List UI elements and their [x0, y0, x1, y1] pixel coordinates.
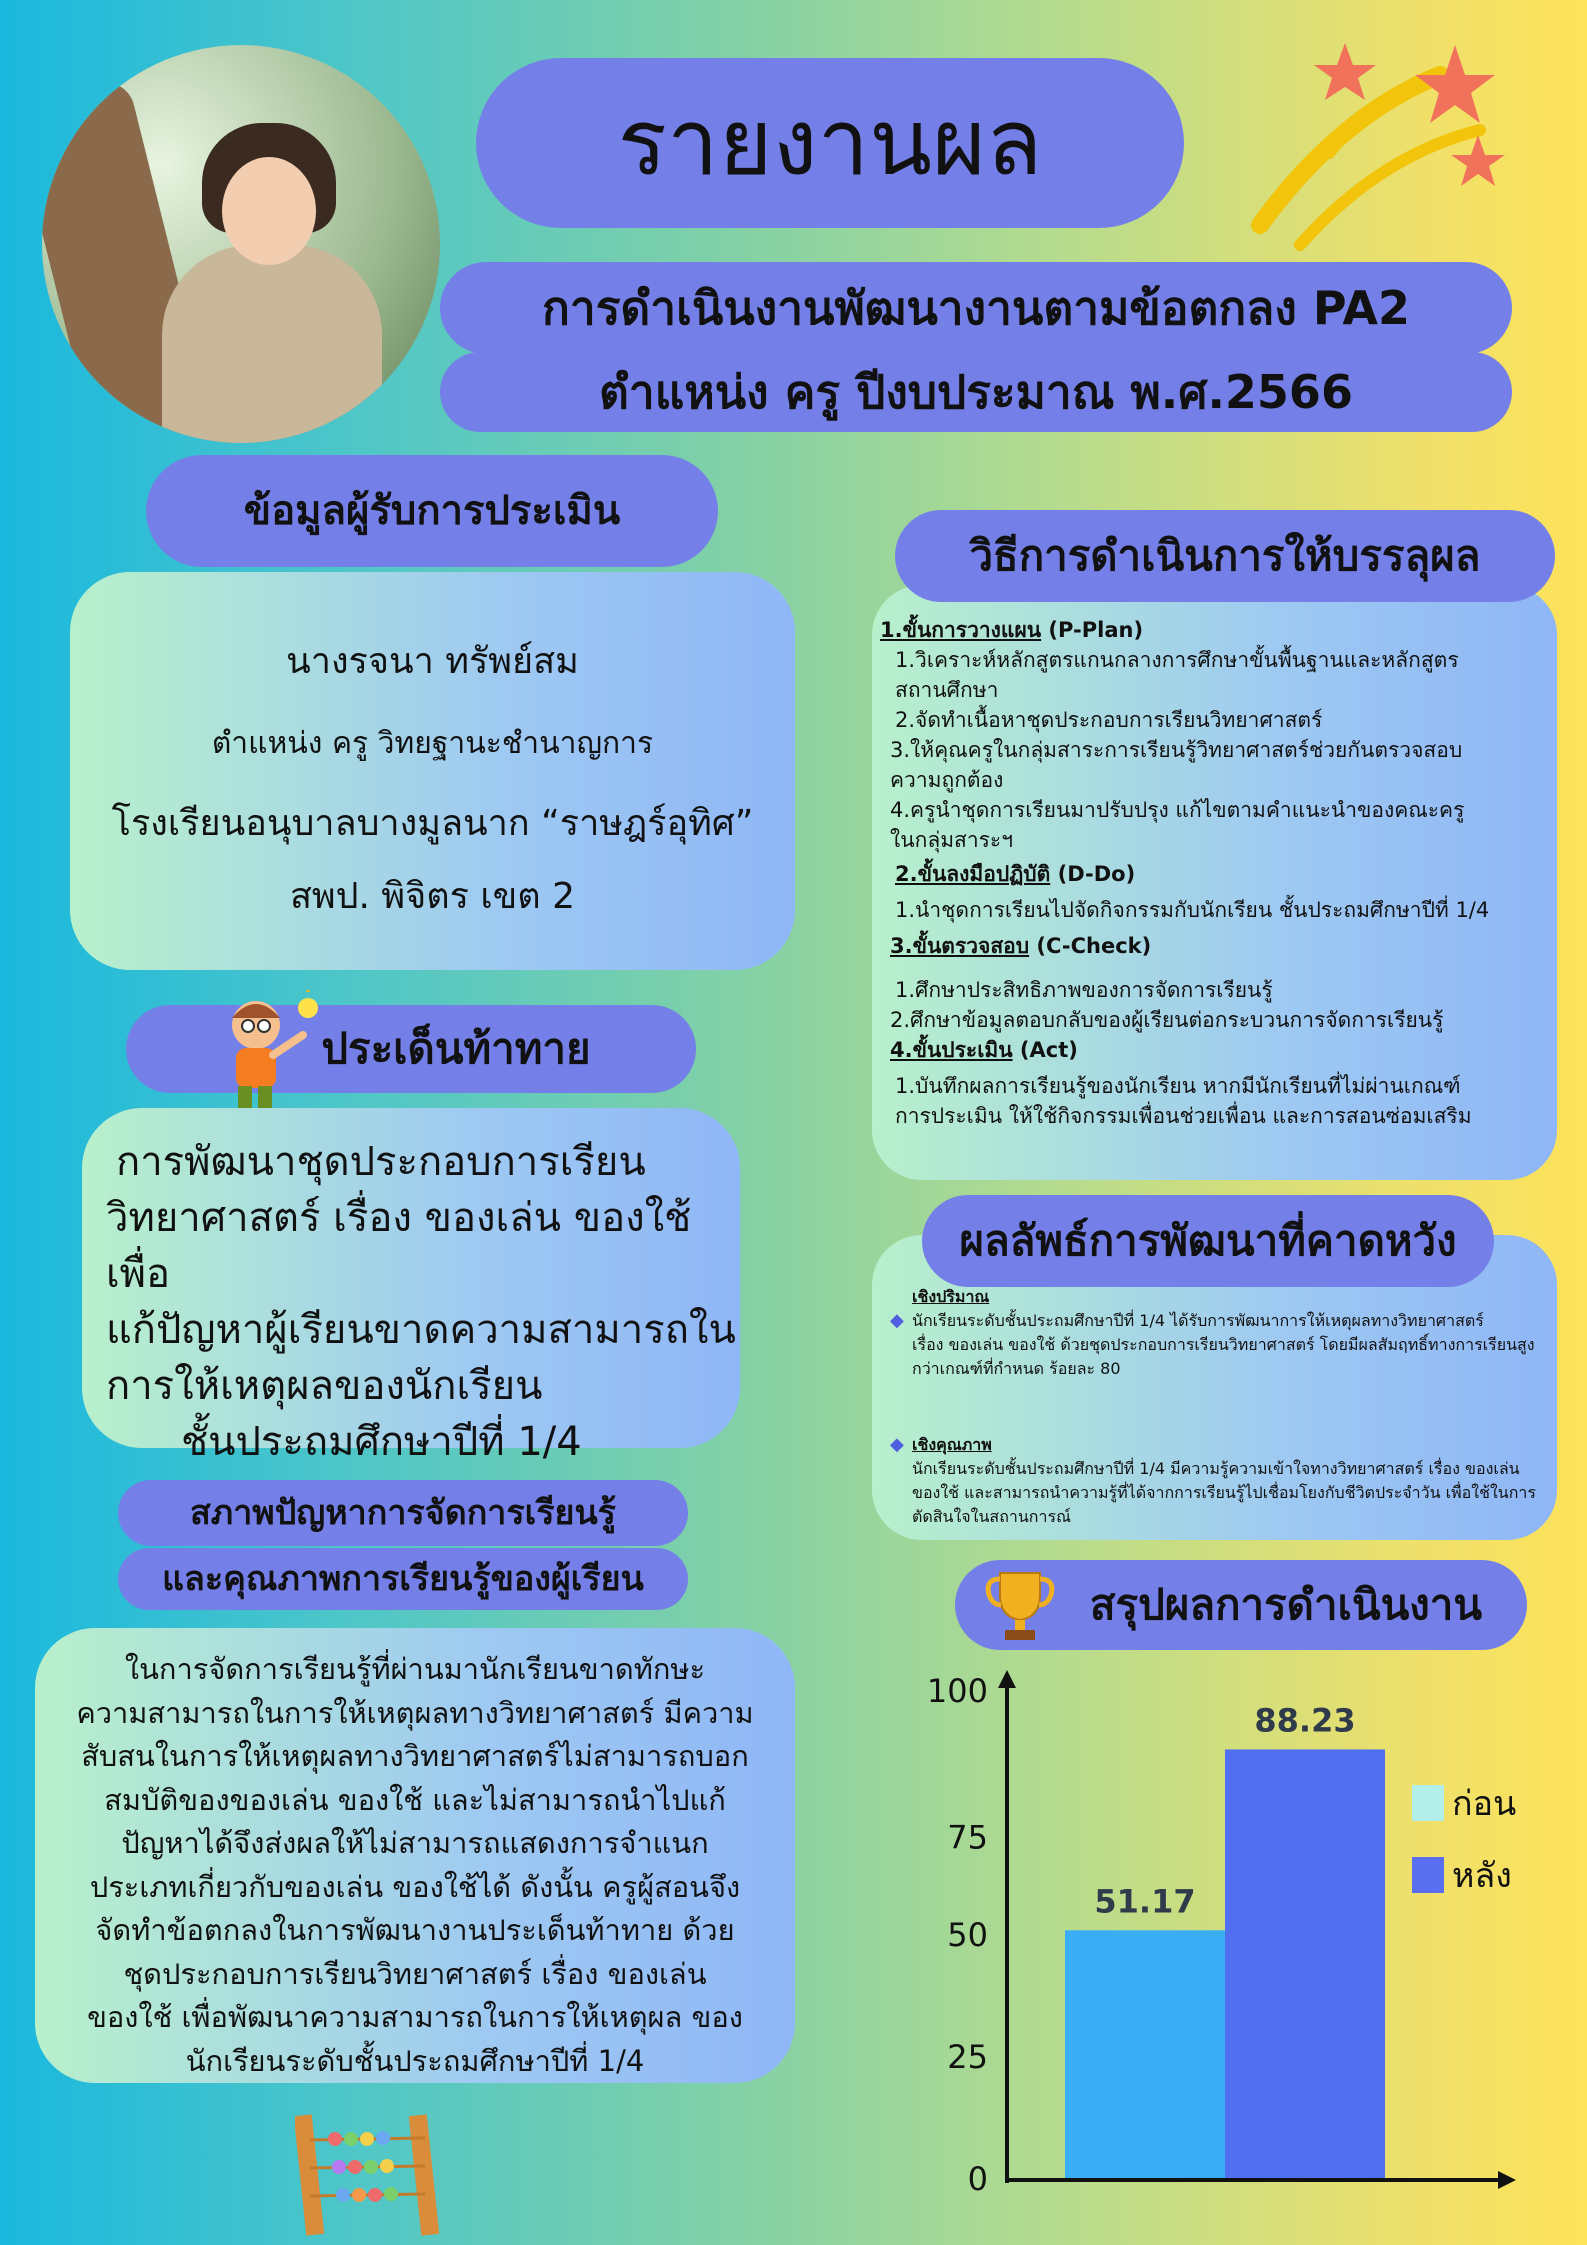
bar-before — [1065, 1930, 1225, 2178]
y-tick-label: 50 — [947, 1916, 988, 1954]
step-item: ในกลุ่มสาระฯ — [890, 828, 1013, 852]
evaluatee-heading: ข้อมูลผู้รับการประเมิน — [243, 488, 621, 534]
step2-title: 2.ขั้นลงมือปฏิบัติ — [895, 862, 1051, 886]
method-card — [872, 585, 1557, 1180]
problem-line: ในการจัดการเรียนรู้ที่ผ่านมานักเรียนขาดทักษะ — [124, 1652, 706, 1686]
step-item: 3.ให้คุณครูในกลุ่มสาระการเรียนรู้วิทยาศาสตร์ช่วยกันตรวจสอบ — [890, 738, 1463, 762]
challenge-line: ชั้นประถมศึกษาปีที่ 1/4 — [181, 1419, 582, 1465]
diamond-bullet-icon: ◆ — [890, 1434, 904, 1455]
diamond-bullet-icon: ◆ — [890, 1310, 904, 1331]
page-title: รายงานผล — [617, 89, 1043, 196]
y-tick-label: 75 — [947, 1818, 988, 1857]
problem-heading-line-1: สภาพปัญหาการจัดการเรียนรู้ — [190, 1493, 616, 1533]
evaluatee-heading-pill — [146, 455, 718, 567]
challenge-line: วิทยาศาสตร์ เรื่อง ของเล่น ของใช้เพื่อ — [106, 1195, 692, 1297]
subtitle-line-2: ตำแหน่ง ครู ปีงบประมาณ พ.ศ.2566 — [599, 365, 1353, 419]
evaluatee-name: นางรจนา ทรัพย์สม — [286, 641, 579, 682]
expected-heading: ผลลัพธ์การพัฒนาที่คาดหวัง — [959, 1216, 1457, 1265]
step1-title: 1.ขั้นการวางแผน — [880, 618, 1042, 642]
challenge-text — [106, 1134, 736, 1470]
problem-line: ความสามารถในการให้เหตุผลทางวิทยาศาสตร์ มีความ — [76, 1695, 754, 1730]
method-text — [880, 615, 1550, 1131]
quantity-line: เรื่อง ของเล่น ของใช้ ด้วยชุดประกอบการเรียนวิทยาศาสตร์ โดยมีผลสัมฤทธิ์ทางการเรียนสูง — [912, 1335, 1535, 1354]
problem-line: ประเภทเกี่ยวกับของเล่น ของใช้ได้ ดังนั้น ครูผู้สอนจึง — [89, 1869, 741, 1904]
legend-swatch — [1412, 1785, 1444, 1821]
problem-line: จัดทำข้อตกลงในการพัฒนางานประเด็นท้าทาย ด้วย — [95, 1913, 735, 1947]
problem-line: สับสนในการให้เหตุผลทางวิทยาศาสตร์ไม่สามารถบอก — [81, 1739, 749, 1773]
quality-line: นักเรียนระดับชั้นประถมศึกษาปีที่ 1/4 มีความรู้ความเข้าใจทางวิทยาศาสตร์ เรื่อง ของเล่น — [912, 1459, 1520, 1478]
step-item: 2.จัดทำเนื้อหาชุดประกอบการเรียนวิทยาศาสตร์ — [895, 708, 1323, 732]
bar-data-label: 88.23 — [1254, 1701, 1356, 1740]
subtitle-line-1: การดำเนินงานพัฒนางานตามข้อตกลง PA2 — [542, 281, 1410, 335]
y-tick-label: 0 — [967, 2160, 988, 2198]
challenge-line: แก้ปัญหาผู้เรียนขาดความสามารถใน — [106, 1307, 736, 1353]
y-tick-label: 100 — [926, 1672, 988, 1710]
problem-line: สมบัติของของเล่น ของใช้ และไม่สามารถนำไปแก้ — [104, 1782, 726, 1817]
subtitle-pill-2 — [440, 352, 1512, 432]
teacher-photo — [42, 45, 440, 443]
step3-title: 3.ขั้นตรวจสอบ — [890, 934, 1030, 958]
title-pill — [476, 58, 1184, 228]
results-bar-chart — [900, 1660, 1540, 2200]
step1-tag: (P-Plan) — [1041, 618, 1144, 642]
bar-after — [1225, 1749, 1385, 2178]
problem-line: ของใช้ เพื่อพัฒนาความสามารถในการให้เหตุผล ของ — [87, 2000, 743, 2034]
stars-decoration-icon — [1250, 35, 1520, 255]
cartoon-boy-icon — [218, 990, 328, 1120]
challenge-heading-pill — [126, 1005, 696, 1093]
problem-heading-pill-1 — [118, 1480, 688, 1546]
step4-title: 4.ขั้นประเมิน — [890, 1038, 1013, 1062]
expected-text — [890, 1285, 1550, 1529]
problem-card — [35, 1628, 795, 2083]
step-item: 2.ศึกษาข้อมูลตอบกลับของผู้เรียนต่อกระบวนการจัดการเรียนรู้ — [890, 1008, 1444, 1032]
y-tick-label: 25 — [947, 2038, 988, 2076]
x-axis-arrow-icon — [1498, 2171, 1516, 2189]
problem-line: นักเรียนระดับชั้นประถมศึกษาปีที่ 1/4 — [185, 2043, 645, 2078]
trophy-icon — [985, 1565, 1055, 1645]
step-item: ความถูกต้อง — [890, 768, 1004, 792]
challenge-line: การพัฒนาชุดประกอบการเรียน — [116, 1139, 646, 1185]
problem-heading-line-2: และคุณภาพการเรียนรู้ของผู้เรียน — [162, 1559, 644, 1599]
summary-heading: สรุปผลการดำเนินงาน — [1089, 1580, 1483, 1629]
quality-line: ตัดสินใจในสถานการณ์ — [912, 1507, 1071, 1526]
evaluatee-card — [70, 572, 795, 970]
step-item: 4.ครูนำชุดการเรียนมาปรับปรุง แก้ไขตามคำแนะนำของคณะครู — [890, 798, 1465, 822]
step-item: 1.ศึกษาประสิทธิภาพของการจัดการเรียนรู้ — [895, 978, 1273, 1002]
quantity-line: นักเรียนระดับชั้นประถมศึกษาปีที่ 1/4 ได้รับการพัฒนาการให้เหตุผลทางวิทยาศาสตร์ — [912, 1311, 1484, 1330]
step-item: 1.นำชุดการเรียนไปจัดกิจกรรมกับนักเรียน ชั้นประถมศึกษาปีที่ 1/4 — [895, 898, 1490, 922]
bar-data-label: 51.17 — [1094, 1882, 1196, 1921]
y-axis-arrow-icon — [998, 1670, 1016, 1688]
quantity-line: กว่าเกณฑ์ที่กำหนด ร้อยละ 80 — [912, 1359, 1121, 1378]
problem-heading-pill-2 — [118, 1548, 688, 1610]
step4-tag: (Act) — [1012, 1038, 1078, 1062]
abacus-icon — [295, 2110, 445, 2240]
quality-line: ของใช้ และสามารถนำความรู้ที่ได้จากการเรียนรู้ไปเชื่อมโยงกับชีวิตประจำวัน เพื่อใช้ในการ — [912, 1483, 1536, 1502]
problem-line: ชุดประกอบการเรียนวิทยาศาสตร์ เรื่อง ของเล่น — [123, 1956, 707, 1991]
legend-swatch — [1412, 1857, 1444, 1893]
legend-label: ก่อน — [1452, 1784, 1517, 1824]
problem-text — [35, 1648, 795, 2083]
legend-label: หลัง — [1452, 1856, 1512, 1896]
method-heading: วิธีการดำเนินการให้บรรลุผล — [969, 531, 1481, 580]
quantity-label: เชิงปริมาณ — [912, 1287, 990, 1306]
step3-tag: (C-Check) — [1029, 934, 1152, 958]
challenge-line: การให้เหตุผลของนักเรียน — [106, 1363, 543, 1409]
evaluatee-position: ตำแหน่ง ครู วิทยฐานะชำนาญการ — [211, 726, 654, 761]
evaluatee-office: สพป. พิจิตร เขต 2 — [289, 876, 576, 917]
step-item: 1.บันทึกผลการเรียนรู้ของนักเรียน หากมีนักเรียนที่ไม่ผ่านเกณฑ์ — [895, 1074, 1461, 1098]
challenge-card — [82, 1108, 740, 1465]
evaluatee-school: โรงเรียนอนุบาลบางมูลนาก “ราษฎร์อุทิศ” — [111, 803, 754, 844]
method-heading-pill — [895, 510, 1555, 602]
problem-line: ปัญหาได้จึงส่งผลให้ไม่สามารถแสดงการจำแนก — [121, 1826, 709, 1860]
expected-heading-pill — [922, 1195, 1494, 1287]
step-item: การประเมิน ให้ใช้กิจกรรมเพื่อนช่วยเพื่อน และการสอนซ่อมเสริม — [895, 1104, 1472, 1128]
challenge-heading: ประเด็นท้าทาย — [321, 1024, 591, 1073]
step-item: 1.วิเคราะห์หลักสูตรแกนกลางการศึกษาขั้นพื้นฐานและหลักสูตร — [895, 648, 1459, 672]
step-item: สถานศึกษา — [895, 678, 999, 702]
subtitle-pill-1 — [440, 262, 1512, 354]
quality-label: เชิงคุณภาพ — [912, 1435, 992, 1454]
step2-tag: (D-Do) — [1050, 862, 1136, 886]
